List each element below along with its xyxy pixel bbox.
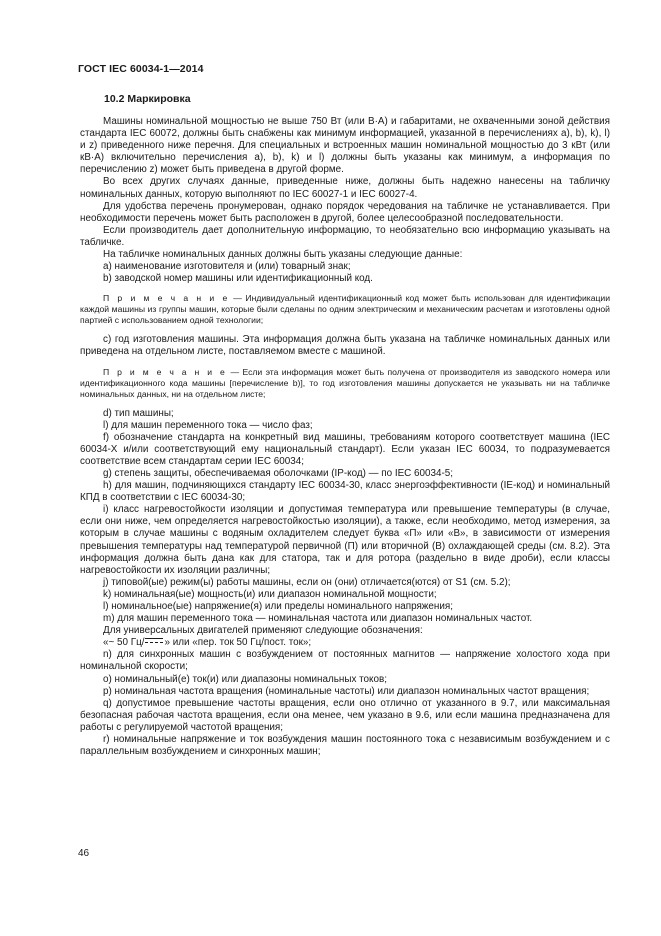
paragraph-universal-motors: Для универсальных двигателей применяют следующие обозначения: (103, 625, 423, 637)
page-content (80, 92, 610, 758)
note-label: П р и м е ч а н и е (103, 366, 228, 377)
designation-prefix: «~ 50 Гц/ (103, 637, 145, 649)
list-item-j: j) типовой(ые) режим(ы) работы машины, если он (они) отличается(ются) от S1 (см. 5.2); (103, 576, 511, 588)
note-text: — Если эта информация может быть получена от производителя из заводского номера или идентификационного кода машины [перечисление b)], то год изготовления машины допускается не указывать ни на табличке номинальных данных, ни на отдельном листе; (80, 366, 610, 399)
designation-suffix: » или «пер. ток 50 Гц/пост. ток»; (164, 637, 312, 649)
paragraph-list-intro: На табличке номинальных данных должны быть указаны следующие данные: (103, 249, 463, 261)
list-item-o: o) номинальный(е) ток(и) или диапазоны номинальных токов; (103, 673, 387, 685)
list-item-p: p) номинальная частота вращения (номинальные частоты) или диапазон номинальных частот вращения; (103, 685, 590, 697)
list-item-l: l) номинальное(ые) напряжение(я) или пределы номинального напряжения; (103, 601, 453, 612)
list-item-m: m) для машин переменного тока — номинальная частота или диапазон номинальных частот. (103, 613, 533, 625)
list-item-d: d) тип машины; (103, 407, 174, 419)
paragraph-other-cases: Во всех других случаях данные, приведенные ниже, должны быть надежно нанесены на табличку номинальных данных, которую выполняют по IEC 60027-1 и IEC 60027-4. (80, 176, 610, 200)
list-item-q: q) допустимое превышение частоты вращения, если оно отлично от указанного в 9.7, или максимальная безопасная рабочая частота вращения, если она менее, чем указано в 9.6, или если машина предназначена для работы с регулируемой частотой вращения; (80, 697, 610, 733)
list-item-f: f) обозначение стандарта на конкретный вид машины, требованиям которого соответствует машина (IEC 60034-X и/или соответствующий ему национальный стандарт). Если указан IEC 60034, то подразумевается соответствие всем стандартам серии IEC 60034; (80, 431, 610, 467)
list-item-r: r) номинальные напряжение и ток возбуждения машин постоянного тока с независимым возбуждением и с параллельным возбуждением и синхронных машин; (80, 734, 610, 758)
note-year (80, 367, 610, 400)
list-item-n: n) для синхронных машин с возбуждением от постоянных магнитов — напряжение холостого хода при номинальной скорости; (80, 649, 610, 673)
list-item-a: a) наименование изготовителя и (или) товарный знак; (103, 261, 351, 273)
paragraph-scope: Машины номинальной мощностью не выше 750 Вт (или В·А) и габаритами, не охваченными зоной действия стандарта IEC 60072, должны быть снабжены как минимум информацией, указанной в перечислениях a), b), k), l) и z) приведенного ниже перечня. Для специальных и встроенных машин номинальной мощностью до 3 кВт (или кВ·А) включительно перечисления a), b), k) и l) должны быть указаны как минимум, а информация по перечислению z) может быть приведена в другой форме. (80, 116, 610, 176)
note-identification-code (80, 293, 610, 326)
list-item-b: b) заводской номер машины или идентификационный код. (103, 273, 373, 285)
list-item-phases: l) для машин переменного тока — число фаз; (103, 419, 313, 431)
paragraph-order: Для удобства перечень пронумерован, однако порядок чередования на табличке не устанавливается. При необходимости перечень может быть расположен в другой, более целесообразной последовательности. (80, 200, 610, 224)
section-title: 10.2 Маркировка (104, 93, 191, 105)
document-header: ГОСТ IEC 60034-1—2014 (78, 63, 204, 75)
list-item-k: k) номинальная(ые) мощность(и) или диапазон номинальной мощности; (103, 588, 437, 600)
direct-current-symbol-icon (145, 638, 163, 645)
list-item-i: i) класс нагревостойкости изоляции и допустимая температура или превышение температуры (в случае, если они ниже, чем определяется нагревостойкостью изоляции), а также, если необходимо, метод измерения, за которым в случае машины с водяным охладителем следует буква «П» или «В», в зависимости от измерения превышения температуры над температурой первичной (П) или вторичной (В) охлаждающей среды (см. 8.2). Эта информация должна быть дана как для статора, так и для ротора (раздельно в виде дроби), если классы нагревостойкости их изоляции различны; (80, 504, 610, 576)
list-item-g: g) степень защиты, обеспечиваемая оболочками (IP-код) — по IEC 60034-5; (103, 467, 454, 479)
universal-motor-designation (80, 637, 610, 649)
note-text: — Индивидуальный идентификационный код может быть использован для идентификации каждой машины из группы машин, которые были сделаны по одним электрическим и механическим расчетам и изготовлены одной партией с использованием одной технологии; (80, 293, 610, 326)
list-item-c: c) год изготовления машины. Эта информация должна быть указана на табличке номинальных данных или приведена на отдельном листе, поставляемом вместе с машиной. (80, 334, 610, 358)
page-number: 46 (78, 848, 90, 859)
list-item-h: h) для машин, подчиняющихся стандарту IEC 60034-30, класс энергоэффективности (IE-код) и номинальный КПД в соответствии с IEC 60034-30; (80, 480, 610, 504)
paragraph-additional-info: Если производитель дает дополнительную информацию, то необязательно всю информацию указывать на табличке. (80, 224, 610, 248)
note-label: П р и м е ч а н и е (103, 293, 230, 304)
